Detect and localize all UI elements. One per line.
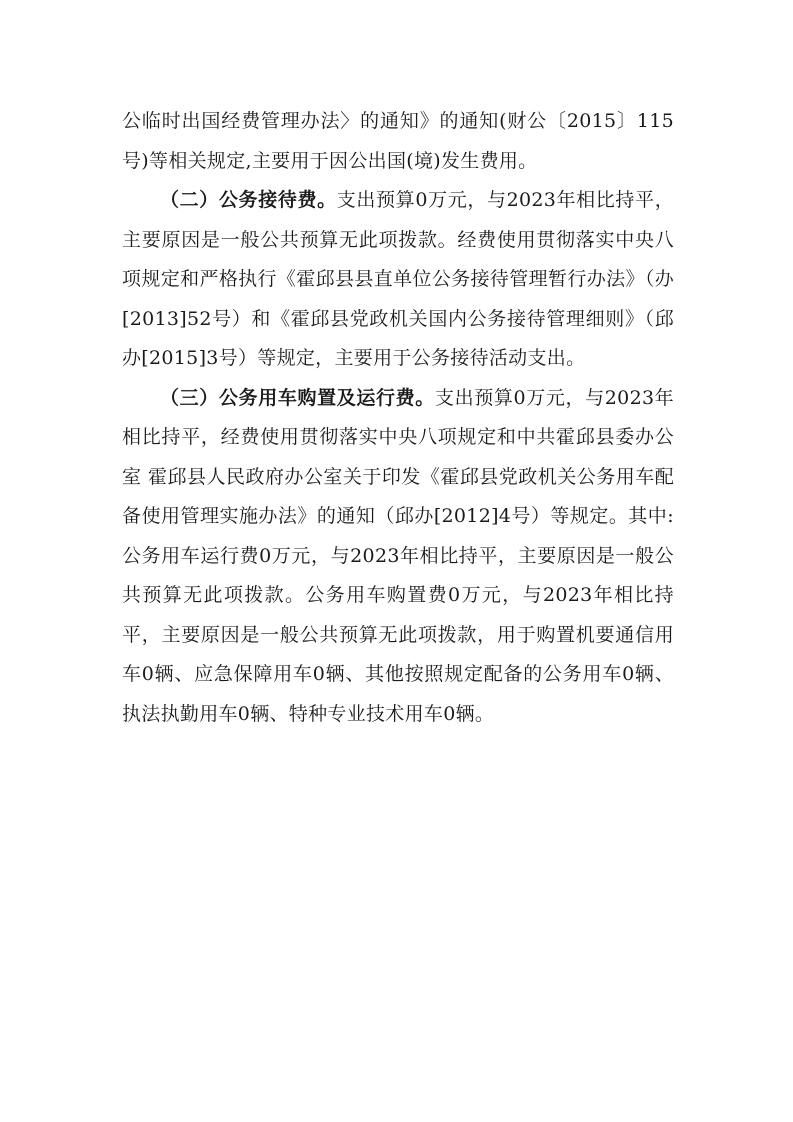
section-reception-body: 支出预算0万元，与2023年相比持平，主要原因是一般公共预算无此项拨款。经费使用贯彻落实中央八项规定和严格执行《霍邱县县直单位公务接待管理暂行办法》（办[2013]52号）和《霍邱县党政机关国内公务接待管理细则》（邱办[2015]3号）等规定，主要用于公务接待活动支出。 — [122, 189, 674, 369]
section-reception-paragraph — [122, 181, 674, 379]
section-vehicle-heading: （三）公务用车购置及运行费。 — [160, 386, 435, 409]
document-body — [122, 102, 674, 734]
section-vehicle-body: 支出预算0万元，与2023年相比持平，经费使用贯彻落实中央八项规定和中共霍邱县委办公室 霍邱县人民政府办公室关于印发《霍邱县党政机关公务用车配备使用管理实施办法》的通知（邱办[2012]4号）等规定。其中: 公务用车运行费0万元，与2023年相比持平，主要原因是一般公共预算无此项拨款。公务用车购置费0万元，与2023年相比持平，主要原因是一般公共预算无此项拨款，用于购置机要通信用车0辆、应急保障用车0辆、其他按照规定配备的公务用车0辆、执法执勤用车0辆、特种专业技术用车0辆。 — [122, 386, 674, 725]
continuation-paragraph: 公临时出国经费管理办法〉的通知》的通知(财公〔2015〕115号)等相关规定,主要用于因公出国(境)发生费用。 — [122, 110, 674, 172]
section-reception-heading: （二）公务接待费。 — [160, 189, 337, 211]
section-vehicle-paragraph — [122, 379, 674, 735]
